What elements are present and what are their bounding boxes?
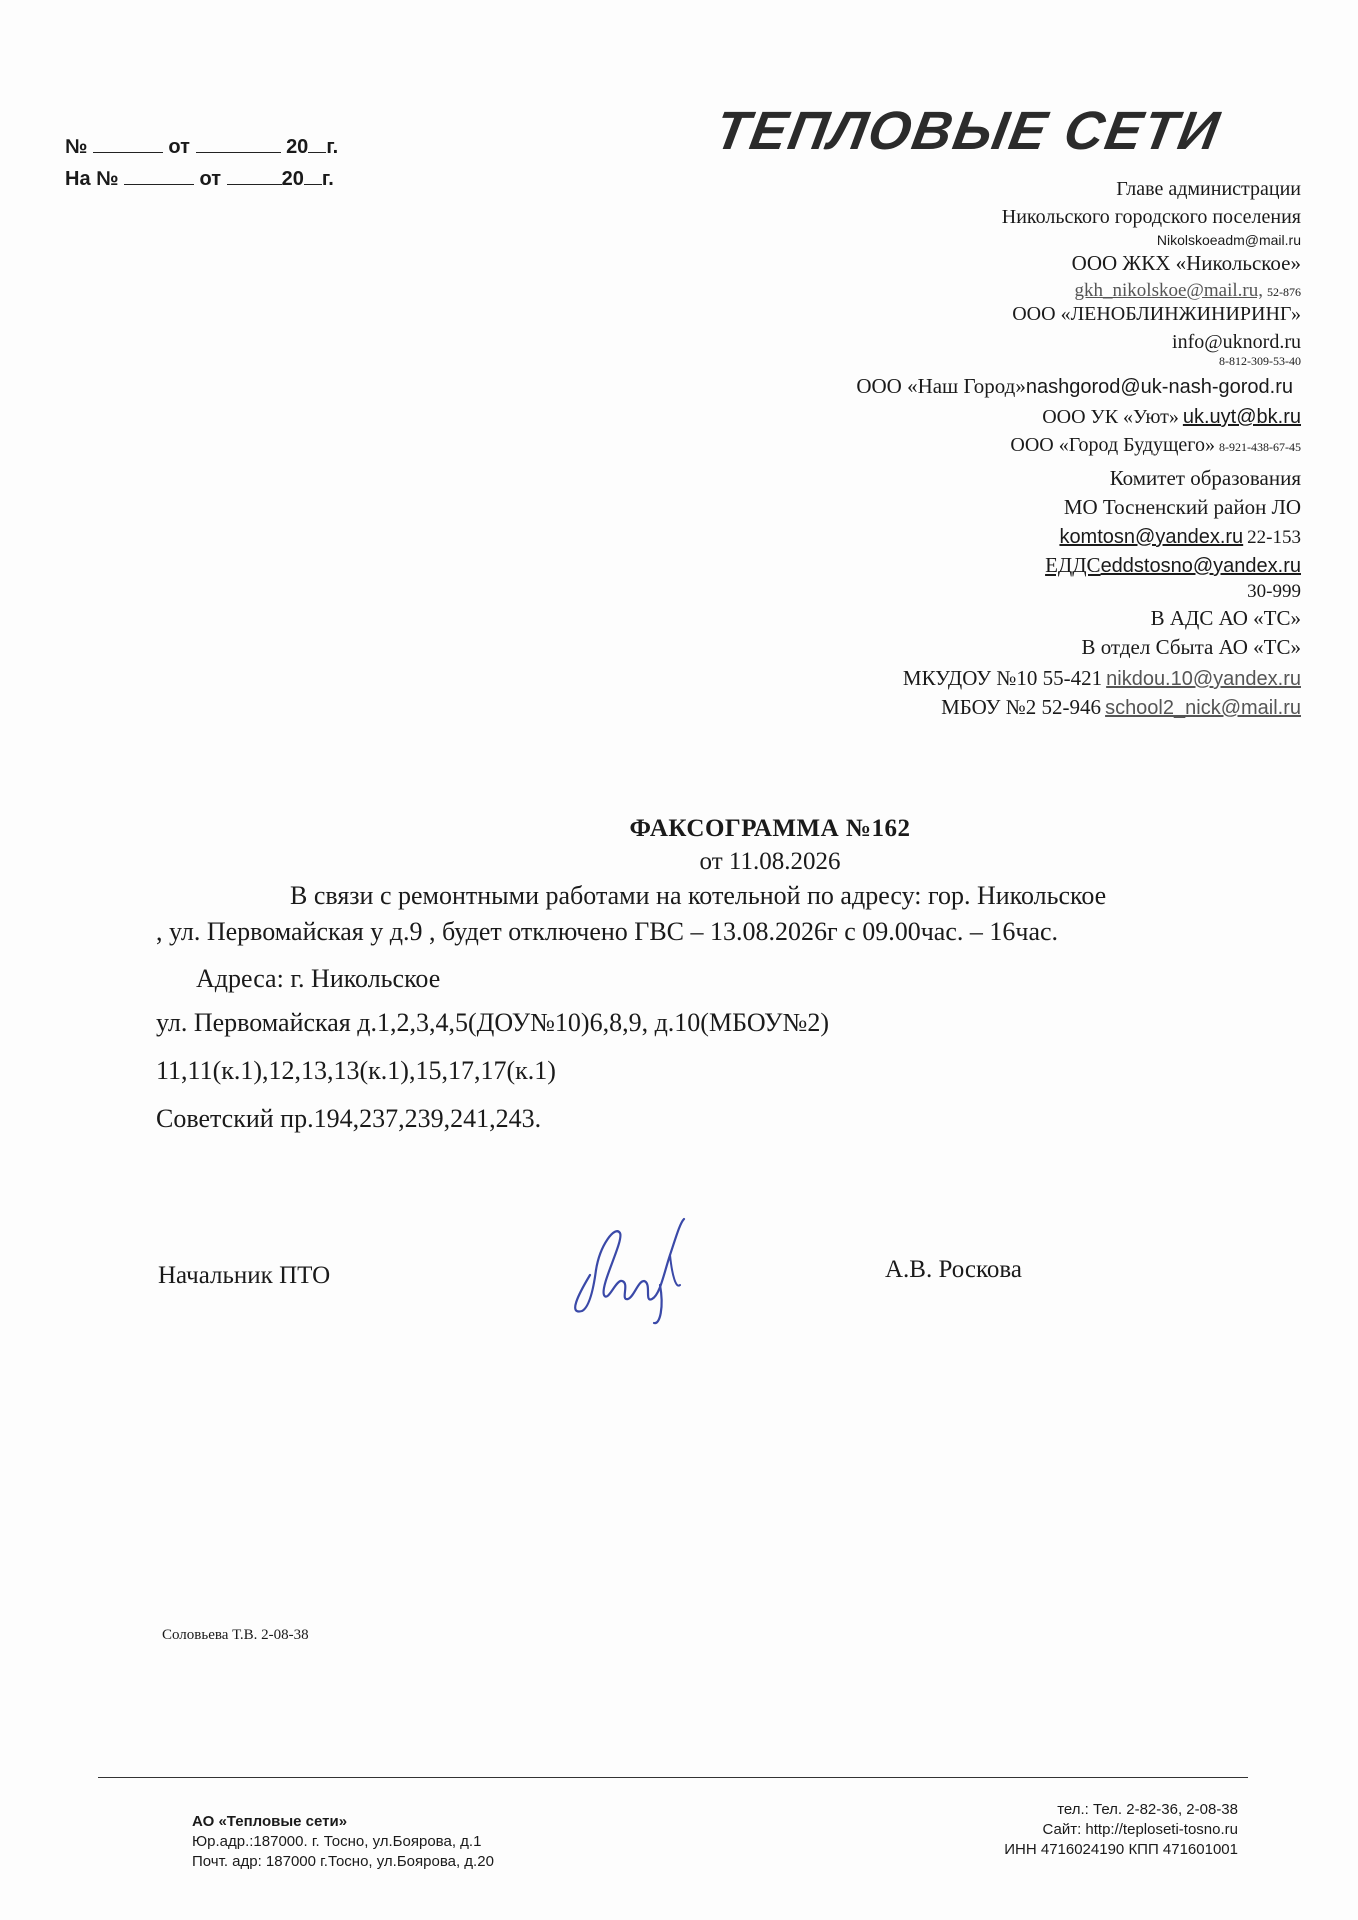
footer-postal-address: Почт. адр: 187000 г.Тосно, ул.Боярова, д.20 [192, 1853, 494, 1870]
footer-company-block [192, 1812, 494, 1872]
ref-year-blank [308, 136, 326, 153]
ref2-year-label: 20 [281, 168, 304, 190]
addressee-line: Главе администрации [1116, 178, 1301, 200]
addressee-line [1045, 555, 1301, 576]
addressee-email[interactable]: Nikolskoeadm@mail.ru [1156, 232, 1301, 248]
addressee-email[interactable]: nikdou.10@yandex.ru [1106, 668, 1301, 690]
signatory-name: А.В. Роскова [885, 1256, 1022, 1283]
addressee-line: В АДС АО «ТС» [1150, 606, 1301, 630]
ref-from-label: от [168, 136, 190, 158]
ref-g-label: г. [326, 136, 339, 158]
addressee-line: ООО «ЛЕНОБЛИНЖИНИРИНГ» [1012, 303, 1301, 325]
fax-date: от 11.08.2026 [699, 848, 841, 875]
ref-number-label: № [65, 136, 88, 158]
addressee-phone: 22-153 [1247, 527, 1301, 548]
ref2-g-label: г. [321, 168, 334, 190]
addressee-email[interactable]: info@uknord.ru [1172, 331, 1301, 353]
addressee-line: В отдел Сбыта АО «ТС» [1081, 635, 1301, 659]
addressee-email[interactable]: komtosn@yandex.ru [1059, 526, 1244, 548]
handwritten-signature [560, 1215, 720, 1330]
addressee-line [1010, 435, 1301, 455]
footer-phones: тел.: Тел. 2-82-36, 2-08-38 [1057, 1801, 1238, 1818]
addressee-email[interactable]: school2_nick@mail.ru [1105, 697, 1301, 719]
addressee-line [1042, 407, 1301, 427]
reference-line-1 [65, 136, 338, 159]
executor-note: Соловьева Т.В. 2-08-38 [162, 1627, 309, 1643]
footer-divider [98, 1777, 1248, 1778]
ref2-date-blank [227, 168, 282, 185]
addressee-phone: 8-921-438-67-45 [1219, 440, 1301, 454]
addressee-phone: 52-876 [1267, 285, 1301, 299]
reference-line-2 [65, 168, 334, 191]
addressee-org: ЕДДС [1045, 553, 1101, 577]
addressee-email[interactable]: gkh_nikolskoe@mail.ru, [1074, 280, 1263, 301]
addressee-line: МО Тосненский район ЛО [1063, 495, 1301, 519]
addressee-email[interactable]: nashgorod@uk-nash-gorod.ru [1025, 376, 1293, 398]
company-logo: ТЕПЛОВЫЕ СЕТИ [710, 101, 1226, 161]
addressee-line [903, 668, 1301, 689]
fax-title: ФАКСОГРАММА №162 [629, 815, 911, 842]
footer-legal-address: Юр.адр.:187000. г. Тосно, ул.Боярова, д.1 [192, 1833, 482, 1850]
ref2-from-label: от [199, 168, 222, 190]
addressee-line [856, 376, 1293, 397]
fax-body-line: , ул. Первомайская у д.9 , будет отключено ГВС – 13.08.2026г с 09.00час. – 16час. [156, 917, 1059, 946]
addressee-line: Комитет образования [1109, 466, 1301, 490]
footer-website[interactable]: Сайт: http://teploseti-tosno.ru [1042, 1821, 1238, 1838]
fax-body-line: В связи с ремонтными работами на котельной по адресу: гор. Никольское [290, 881, 1107, 910]
address-line: Советский пр.194,237,239,241,243. [156, 1104, 542, 1133]
address-line: 11,11(к.1),12,13,13(к.1),15,17,17(к.1) [156, 1056, 556, 1085]
addressee-org: ООО «Наш Город» [856, 374, 1026, 398]
footer-contacts-block [1004, 1800, 1238, 1860]
ref2-year-blank [304, 168, 322, 185]
addressee-org: ООО «Город Будущего» [1010, 434, 1216, 456]
footer-company-name: АО «Тепловые сети» [192, 1813, 348, 1830]
address-line: ул. Первомайская д.1,2,3,4,5(ДОУ№10)6,8,9, д.10(МБОУ№2) [156, 1008, 830, 1037]
addressee-line: Никольского городского поселения [1001, 206, 1301, 228]
addressee-line [1075, 281, 1301, 300]
ref-year-label: 20 [286, 136, 309, 158]
addressee-phone: 30-999 [1247, 581, 1301, 602]
ref-number-blank [93, 136, 163, 153]
addressee-line [1059, 527, 1301, 547]
addressee-email[interactable]: eddstosno@yandex.ru [1100, 555, 1301, 577]
addressee-email[interactable]: uk.uyt@bk.ru [1182, 406, 1301, 428]
addressee-line: ООО ЖКХ «Никольское» [1071, 251, 1301, 275]
addressee-org: МКУДОУ №10 55-421 [902, 666, 1103, 690]
addressee-org: МБОУ №2 52-946 [941, 695, 1102, 719]
ref2-number-label: На № [65, 168, 119, 190]
signatory-position: Начальник ПТО [158, 1262, 331, 1289]
addressee-org: ООО УК «Уют» [1042, 406, 1179, 428]
footer-inn-kpp: ИНН 4716024190 КПП 471601001 [1004, 1841, 1238, 1858]
addresses-label: Адреса: г. Никольское [196, 964, 441, 993]
addressee-phone: 8-812-309-53-40 [1219, 354, 1301, 368]
ref-date-blank [196, 136, 281, 153]
ref2-number-blank [124, 168, 194, 185]
addressee-line [941, 697, 1301, 718]
